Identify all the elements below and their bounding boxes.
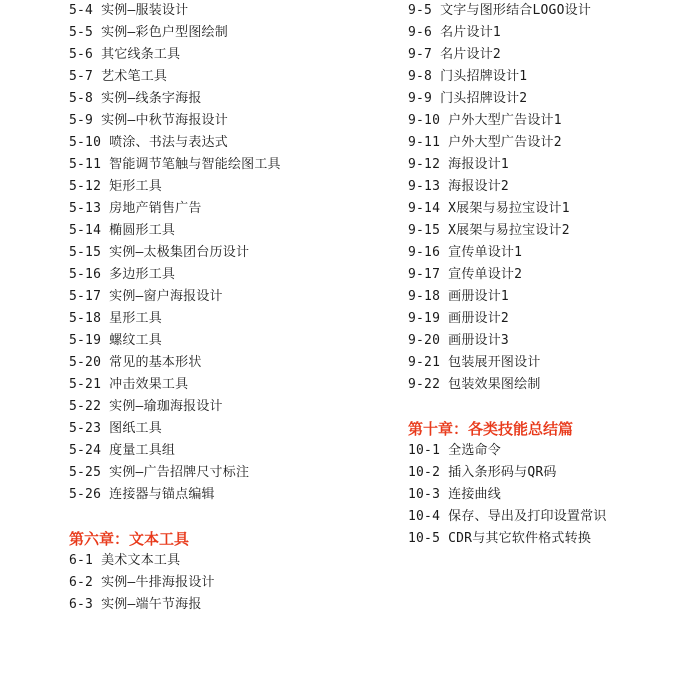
toc-item[interactable]: 9-20 画册设计3: [408, 333, 509, 348]
chapter9-items: [408, 0, 607, 396]
toc-item[interactable]: 5-6 其它线条工具: [69, 47, 181, 62]
toc-item[interactable]: 5-20 常见的基本形状: [69, 355, 202, 370]
toc-item[interactable]: 5-25 实例—广告招牌尺寸标注: [69, 465, 250, 480]
toc-item[interactable]: 5-9 实例—中秋节海报设计: [69, 113, 228, 128]
toc-item[interactable]: 6-3 实例—端午节海报: [69, 597, 202, 612]
toc-item[interactable]: 5-4 实例—服装设计: [69, 3, 189, 18]
toc-item[interactable]: 9-17 宣传单设计2: [408, 267, 523, 282]
toc-item[interactable]: 9-18 画册设计1: [408, 289, 509, 304]
toc-item[interactable]: 5-18 星形工具: [69, 311, 162, 326]
chapter5-items: [69, 0, 281, 506]
toc-item[interactable]: 9-9 门头招牌设计2: [408, 91, 528, 106]
toc-item[interactable]: 5-7 艺术笔工具: [69, 69, 168, 84]
toc-item[interactable]: 5-26 连接器与锚点编辑: [69, 487, 215, 502]
toc-item[interactable]: 5-14 椭圆形工具: [69, 223, 176, 238]
toc-item[interactable]: 9-8 门头招牌设计1: [408, 69, 528, 84]
toc-item[interactable]: 9-15 X展架与易拉宝设计2: [408, 223, 570, 238]
chapter10-heading: 第十章：各类技能总结篇: [408, 420, 574, 438]
toc-item[interactable]: 9-10 户外大型广告设计1: [408, 113, 562, 128]
toc-item[interactable]: 5-16 多边形工具: [69, 267, 176, 282]
toc-item[interactable]: 5-15 实例—太极集团台历设计: [69, 245, 250, 260]
toc-item[interactable]: 9-11 户外大型广告设计2: [408, 135, 562, 150]
toc-item[interactable]: 5-24 度量工具组: [69, 443, 176, 458]
toc-item[interactable]: 10-2 插入条形码与QR码: [408, 465, 557, 480]
toc-item[interactable]: 5-8 实例—线条字海报: [69, 91, 202, 106]
toc-item[interactable]: 6-2 实例—牛排海报设计: [69, 575, 215, 590]
toc-item[interactable]: 6-1 美术文本工具: [69, 553, 181, 568]
toc-item[interactable]: 5-21 冲击效果工具: [69, 377, 189, 392]
section-spacer: [408, 396, 607, 418]
toc-item[interactable]: 9-6 名片设计1: [408, 25, 501, 40]
toc-item[interactable]: 5-22 实例—瑜珈海报设计: [69, 399, 223, 414]
toc-item[interactable]: 10-1 全选命令: [408, 443, 501, 458]
toc-item[interactable]: 10-5 CDR与其它软件格式转换: [408, 531, 592, 546]
toc-item[interactable]: 9-22 包装效果图绘制: [408, 377, 541, 392]
toc-item[interactable]: 5-13 房地产销售广告: [69, 201, 202, 216]
right-column: [408, 0, 607, 550]
toc-item[interactable]: 5-17 实例—窗户海报设计: [69, 289, 223, 304]
toc-item[interactable]: 9-5 文字与图形结合LOGO设计: [408, 3, 592, 18]
toc-item[interactable]: 5-12 矩形工具: [69, 179, 162, 194]
toc-item[interactable]: 9-14 X展架与易拉宝设计1: [408, 201, 570, 216]
toc-item[interactable]: 9-13 海报设计2: [408, 179, 509, 194]
toc-item[interactable]: 5-5 实例—彩色户型图绘制: [69, 25, 228, 40]
chapter6-items: [69, 550, 281, 616]
toc-item[interactable]: 5-23 图纸工具: [69, 421, 162, 436]
section-spacer: [69, 506, 281, 528]
toc-item[interactable]: 9-7 名片设计2: [408, 47, 501, 62]
toc-item[interactable]: 5-10 喷涂、书法与表达式: [69, 135, 228, 150]
toc-item[interactable]: 10-3 连接曲线: [408, 487, 501, 502]
toc-item[interactable]: 10-4 保存、导出及打印设置常识: [408, 509, 607, 524]
toc-item[interactable]: 9-12 海报设计1: [408, 157, 509, 172]
toc-item[interactable]: 5-19 螺纹工具: [69, 333, 162, 348]
toc-item[interactable]: 9-16 宣传单设计1: [408, 245, 523, 260]
toc-item[interactable]: 9-19 画册设计2: [408, 311, 509, 326]
left-column: [69, 0, 281, 616]
toc-item[interactable]: 9-21 包装展开图设计: [408, 355, 541, 370]
toc-item[interactable]: 5-11 智能调节笔触与智能绘图工具: [69, 157, 281, 172]
chapter10-items: [408, 440, 607, 550]
chapter6-heading: 第六章：文本工具: [69, 530, 190, 548]
